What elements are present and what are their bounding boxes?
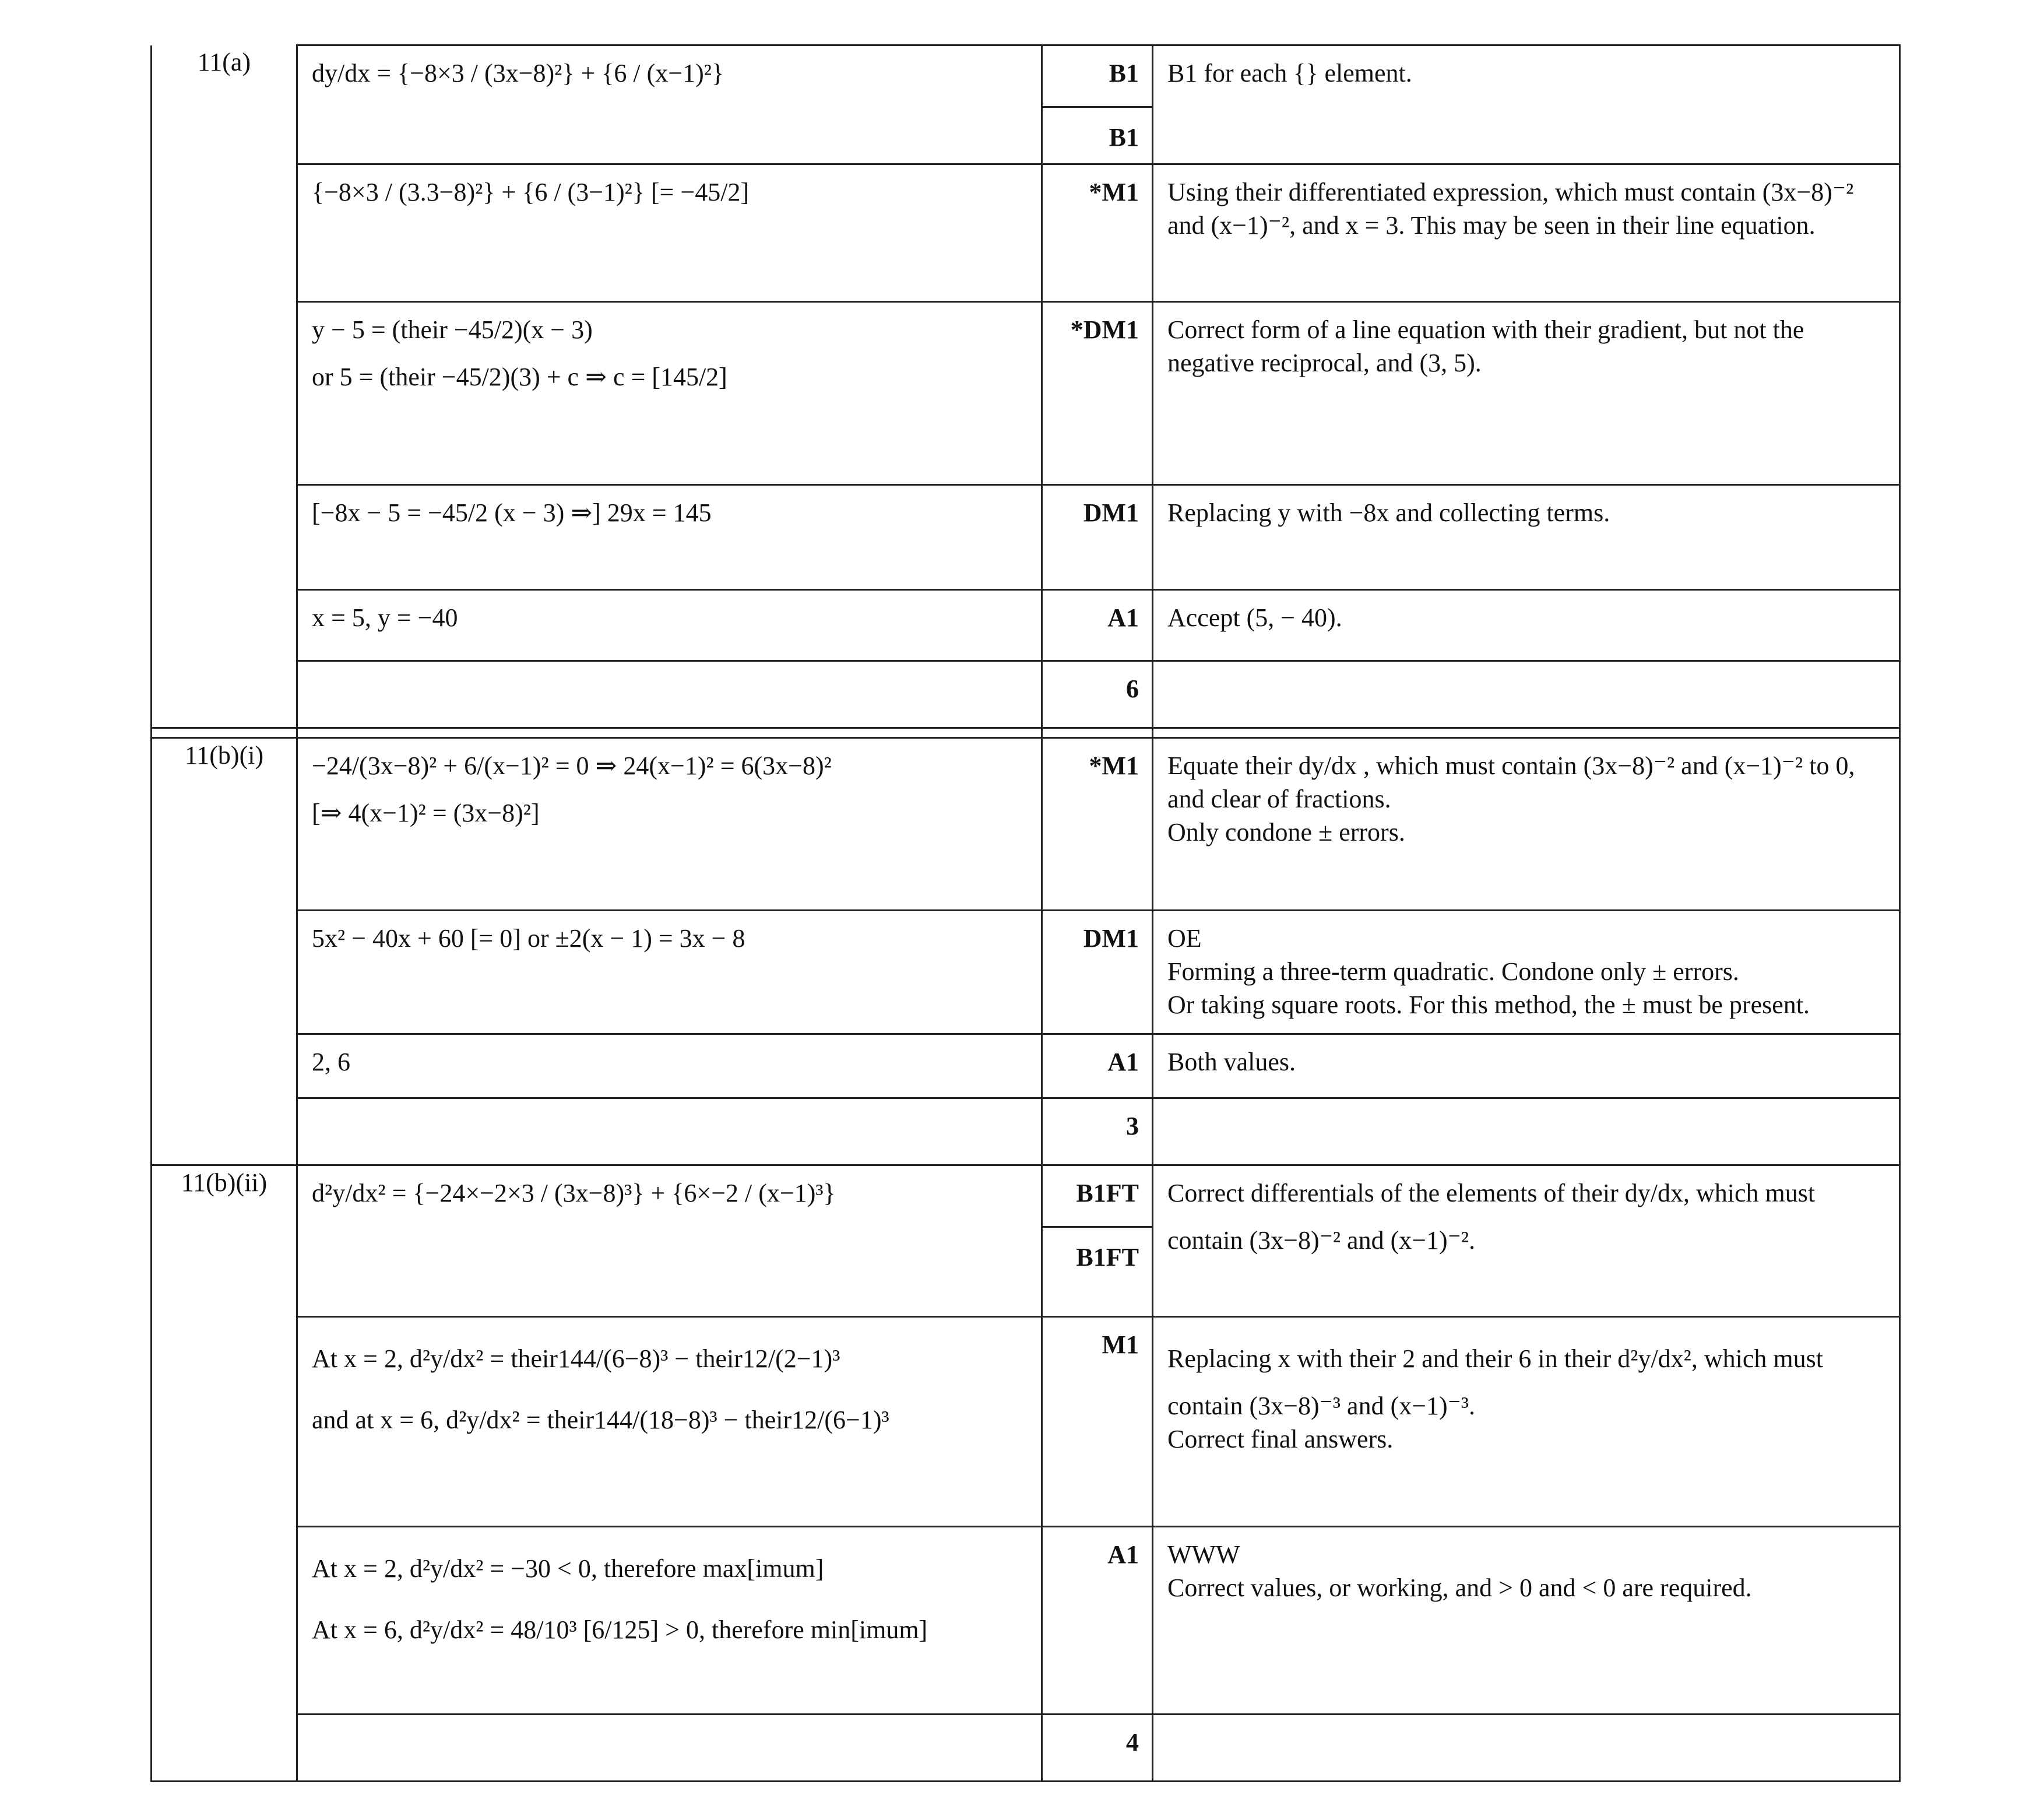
table-row [152,485,1900,590]
marks-cell: A1 [1042,1527,1153,1715]
guidance-cell [1153,1098,1900,1165]
mark-scheme-sheet [150,44,1899,1782]
answer-cell [297,661,1042,728]
table-row [152,1527,1900,1715]
marks-cell: A1 [1042,1034,1153,1098]
marks-cell: *DM1 [1042,302,1153,485]
guidance-cell: B1 for each {} element. [1153,45,1900,164]
total-marks-cell: 6 [1042,661,1153,728]
table-row [152,1034,1900,1098]
answer-cell: x = 5, y = −40 [297,590,1042,661]
guidance-cell: Correct differentials of the elements of their dy/dx, which must contain (3x−8)⁻² and (x−1)⁻². [1153,1165,1900,1317]
table-row [152,45,1900,164]
guidance-cell: Equate their dy/dx , which must contain (3x−8)⁻² and (x−1)⁻² to 0, and clear of fractions. Only condone ± errors. [1153,738,1900,911]
total-row [152,1715,1900,1782]
answer-cell: y − 5 = (their −45/2)(x − 3) or 5 = (their −45/2)(3) + c ⇒ c = [145/2] [297,302,1042,485]
answer-cell: dy/dx = {−8×3 / (3x−8)²} + {6 / (x−1)²} [297,45,1042,164]
marks-cell: DM1 [1042,485,1153,590]
guidance-cell: Accept (5, − 40). [1153,590,1900,661]
guidance-cell: Replacing y with −8x and collecting terms. [1153,485,1900,590]
question-number: 11(b)(ii) [152,1165,297,1782]
answer-cell [297,1715,1042,1782]
marks-cell: *M1 [1042,738,1153,911]
guidance-cell [1153,661,1900,728]
marks-cell: *M1 [1042,164,1153,302]
table-row [152,738,1900,911]
total-marks-cell: 4 [1042,1715,1153,1782]
answer-cell: 5x² − 40x + 60 [= 0] or ±2(x − 1) = 3x − 8 [297,911,1042,1034]
total-marks-cell: 3 [1042,1098,1153,1165]
guidance-cell: Both values. [1153,1034,1900,1098]
answer-cell: −24/(3x−8)² + 6/(x−1)² = 0 ⇒ 24(x−1)² = 6(3x−8)² [⇒ 4(x−1)² = (3x−8)²] [297,738,1042,911]
marks-cell: M1 [1042,1317,1153,1527]
table-row [152,302,1900,485]
total-row [152,1098,1900,1165]
marks-cell: B1FT B1FT [1042,1165,1153,1317]
guidance-cell: WWW Correct values, or working, and > 0 and < 0 are required. [1153,1527,1900,1715]
table-row [152,1317,1900,1527]
guidance-cell: Correct form of a line equation with their gradient, but not the negative reciprocal, and (3, 5). [1153,302,1900,485]
answer-cell: [−8x − 5 = −45/2 (x − 3) ⇒] 29x = 145 [297,485,1042,590]
guidance-cell [1153,1715,1900,1782]
question-number: 11(a) [152,45,297,728]
guidance-cell: OE Forming a three-term quadratic. Condone only ± errors. Or taking square roots. For this method, the ± must be present. [1153,911,1900,1034]
question-number: 11(b)(i) [152,738,297,1165]
answer-cell: d²y/dx² = {−24×−2×3 / (3x−8)³} + {6×−2 / (x−1)³} [297,1165,1042,1317]
mark-scheme-table [150,44,1901,1782]
marks-cell: DM1 [1042,911,1153,1034]
table-row [152,911,1900,1034]
table-row [152,164,1900,302]
guidance-cell: Replacing x with their 2 and their 6 in their d²y/dx², which must contain (3x−8)⁻³ and (x−1)⁻³. Correct final answers. [1153,1317,1900,1527]
guidance-cell: Using their differentiated expression, which must contain (3x−8)⁻² and (x−1)⁻², and x = 3. This may be seen in their line equation. [1153,164,1900,302]
section-divider [152,728,1900,738]
table-row [152,1165,1900,1317]
answer-cell: At x = 2, d²y/dx² = −30 < 0, therefore max[imum] At x = 6, d²y/dx² = 48/10³ [6/125] > 0, therefore min[imum] [297,1527,1042,1715]
marks-cell: B1 B1 [1042,45,1153,164]
total-row [152,661,1900,728]
answer-cell [297,1098,1042,1165]
answer-cell: {−8×3 / (3.3−8)²} + {6 / (3−1)²} [= −45/2] [297,164,1042,302]
table-row [152,590,1900,661]
answer-cell: At x = 2, d²y/dx² = their144/(6−8)³ − their12/(2−1)³ and at x = 6, d²y/dx² = their144/(18−8)³ − their12/(6−1)³ [297,1317,1042,1527]
answer-cell: 2, 6 [297,1034,1042,1098]
marks-cell: A1 [1042,590,1153,661]
